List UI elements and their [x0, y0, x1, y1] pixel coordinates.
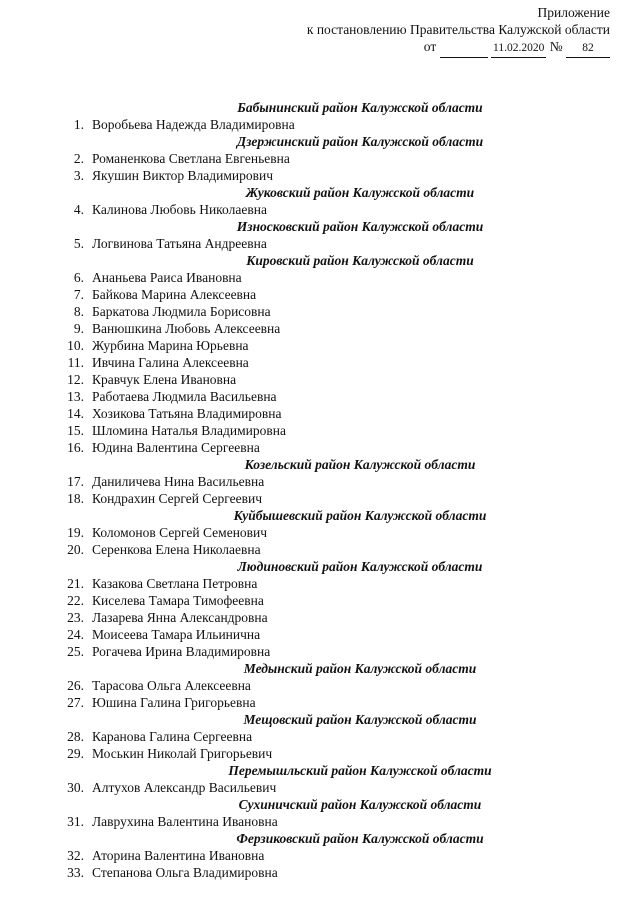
item-number: 30.	[67, 780, 84, 795]
person-name: Даниличева Нина Васильевна	[92, 474, 265, 489]
item-number: 12.	[67, 372, 84, 387]
item-number: 23.	[67, 610, 84, 625]
item-number: 4.	[73, 202, 84, 217]
list-item	[60, 116, 620, 133]
person-name: Кондрахин Сергей Сергеевич	[92, 491, 262, 506]
item-number: 28.	[67, 729, 84, 744]
person-name: Алтухов Александр Васильевич	[92, 780, 277, 795]
person-name: Логвинова Татьяна Андреевна	[92, 236, 267, 251]
list-item	[60, 490, 620, 507]
item-number: 5.	[73, 236, 84, 251]
list-item	[60, 354, 620, 371]
district-heading: Перемышльский район Калужской области	[228, 763, 492, 778]
list-item	[60, 847, 620, 864]
district-heading: Износковский район Калужской области	[236, 219, 484, 234]
district-heading: Сухиничский район Калужской области	[238, 797, 482, 812]
list-item	[60, 524, 620, 541]
list-item	[60, 779, 620, 796]
from-label: от	[423, 39, 437, 54]
person-name: Ванюшкина Любовь Алексеевна	[92, 321, 281, 336]
list-item	[60, 303, 620, 320]
resolution-date: 11.02.2020	[491, 40, 546, 58]
person-name: Казакова Светлана Петровна	[92, 576, 258, 591]
district-heading: Мещовский район Калужской области	[243, 712, 477, 727]
list-item	[60, 439, 620, 456]
person-name: Степанова Ольга Владимировна	[92, 865, 278, 880]
list-item	[60, 371, 620, 388]
person-name: Воробьева Надежда Владимировна	[92, 117, 295, 132]
person-name: Коломонов Сергей Семенович	[92, 525, 268, 540]
list-item	[60, 388, 620, 405]
list-item	[60, 813, 620, 830]
list-item	[60, 337, 620, 354]
item-number: 9.	[73, 321, 84, 336]
person-name: Серенкова Елена Николаевна	[92, 542, 261, 557]
resolution-date-number	[307, 38, 610, 58]
item-number: 19.	[67, 525, 84, 540]
resolution-number: 82	[566, 40, 610, 58]
person-name: Якушин Виктор Владимирович	[92, 168, 274, 183]
person-name: Юдина Валентина Сергеевна	[92, 440, 260, 455]
district-heading: Жуковский район Калужской области	[245, 185, 475, 200]
item-number: 1.	[73, 117, 84, 132]
item-number: 8.	[73, 304, 84, 319]
item-number: 6.	[73, 270, 84, 285]
person-name: Работаева Людмила Васильевна	[92, 389, 277, 404]
resolution-reference: к постановлению Правительства Калужской области	[306, 22, 610, 37]
list-item	[60, 320, 620, 337]
list-item	[60, 235, 620, 252]
list-item	[60, 473, 620, 490]
list-item	[60, 269, 620, 286]
list-item	[60, 575, 620, 592]
person-name: Кравчук Елена Ивановна	[92, 372, 237, 387]
district-heading: Кировский район Калужской области	[246, 253, 474, 268]
date-blank-line	[440, 57, 488, 58]
number-sign: №	[549, 39, 563, 54]
person-name: Хозикова Татьяна Владимировна	[92, 406, 282, 421]
person-name: Лазарева Янна Александровна	[92, 610, 268, 625]
item-number: 25.	[67, 644, 84, 659]
district-heading: Дзержинский район Калужской области	[236, 134, 484, 149]
person-name: Баркатова Людмила Борисовна	[92, 304, 271, 319]
district-heading: Медынский район Калужской области	[243, 661, 477, 676]
person-name: Журбина Марина Юрьевна	[92, 338, 249, 353]
list-item	[60, 422, 620, 439]
person-name: Романенкова Светлана Евгеньевна	[92, 151, 290, 166]
item-number: 17.	[67, 474, 84, 489]
list-item	[60, 677, 620, 694]
list-item	[60, 201, 620, 218]
item-number: 18.	[67, 491, 84, 506]
list-item	[60, 167, 620, 184]
list-item	[60, 728, 620, 745]
district-heading: Ферзиковский район Калужской области	[236, 831, 484, 846]
person-name: Тарасова Ольга Алексеевна	[92, 678, 251, 693]
person-name: Каранова Галина Сергеевна	[92, 729, 253, 744]
list-item	[60, 286, 620, 303]
person-name: Моисеева Тамара Ильинична	[92, 627, 261, 642]
district-heading: Людиновский район Калужской области	[237, 559, 483, 574]
list-item	[60, 541, 620, 558]
item-number: 24.	[67, 627, 84, 642]
item-number: 26.	[67, 678, 84, 693]
item-number: 33.	[67, 865, 84, 880]
item-number: 21.	[67, 576, 84, 591]
list-item	[60, 643, 620, 660]
list-item	[60, 609, 620, 626]
person-name: Киселева Тамара Тимофеевна	[92, 593, 264, 608]
person-name: Моськин Николай Григорьевич	[92, 746, 273, 761]
item-number: 7.	[73, 287, 84, 302]
item-number: 20.	[67, 542, 84, 557]
appendix-title: Приложение	[537, 5, 610, 20]
appendix-header	[307, 4, 610, 58]
person-name: Рогачева Ирина Владимировна	[92, 644, 271, 659]
item-number: 11.	[67, 355, 84, 370]
person-name: Калинова Любовь Николаевна	[92, 202, 267, 217]
list-item	[60, 150, 620, 167]
list-item	[60, 864, 620, 881]
person-name: Аторина Валентина Ивановна	[92, 848, 265, 863]
item-number: 13.	[67, 389, 84, 404]
item-number: 2.	[73, 151, 84, 166]
person-name: Байкова Марина Алексеевна	[92, 287, 257, 302]
district-list	[60, 99, 620, 881]
person-name: Ивчина Галина Алексеевна	[92, 355, 249, 370]
item-number: 14.	[67, 406, 84, 421]
district-heading: Куйбышевский район Калужской области	[233, 508, 487, 523]
list-item	[60, 694, 620, 711]
item-number: 22.	[67, 593, 84, 608]
list-item	[60, 626, 620, 643]
item-number: 31.	[67, 814, 84, 829]
item-number: 10.	[67, 338, 84, 353]
list-item	[60, 592, 620, 609]
item-number: 32.	[67, 848, 84, 863]
district-heading: Бабынинский район Калужской области	[237, 100, 483, 115]
item-number: 27.	[67, 695, 84, 710]
person-name: Ананьева Раиса Ивановна	[92, 270, 242, 285]
item-number: 15.	[67, 423, 84, 438]
person-name: Юшина Галина Григорьевна	[92, 695, 256, 710]
list-item	[60, 405, 620, 422]
item-number: 3.	[73, 168, 84, 183]
person-name: Лаврухина Валентина Ивановна	[92, 814, 278, 829]
person-name: Шломина Наталья Владимировна	[92, 423, 286, 438]
list-item	[60, 745, 620, 762]
district-heading: Козельский район Калужской области	[244, 457, 476, 472]
item-number: 29.	[67, 746, 84, 761]
item-number: 16.	[67, 440, 84, 455]
